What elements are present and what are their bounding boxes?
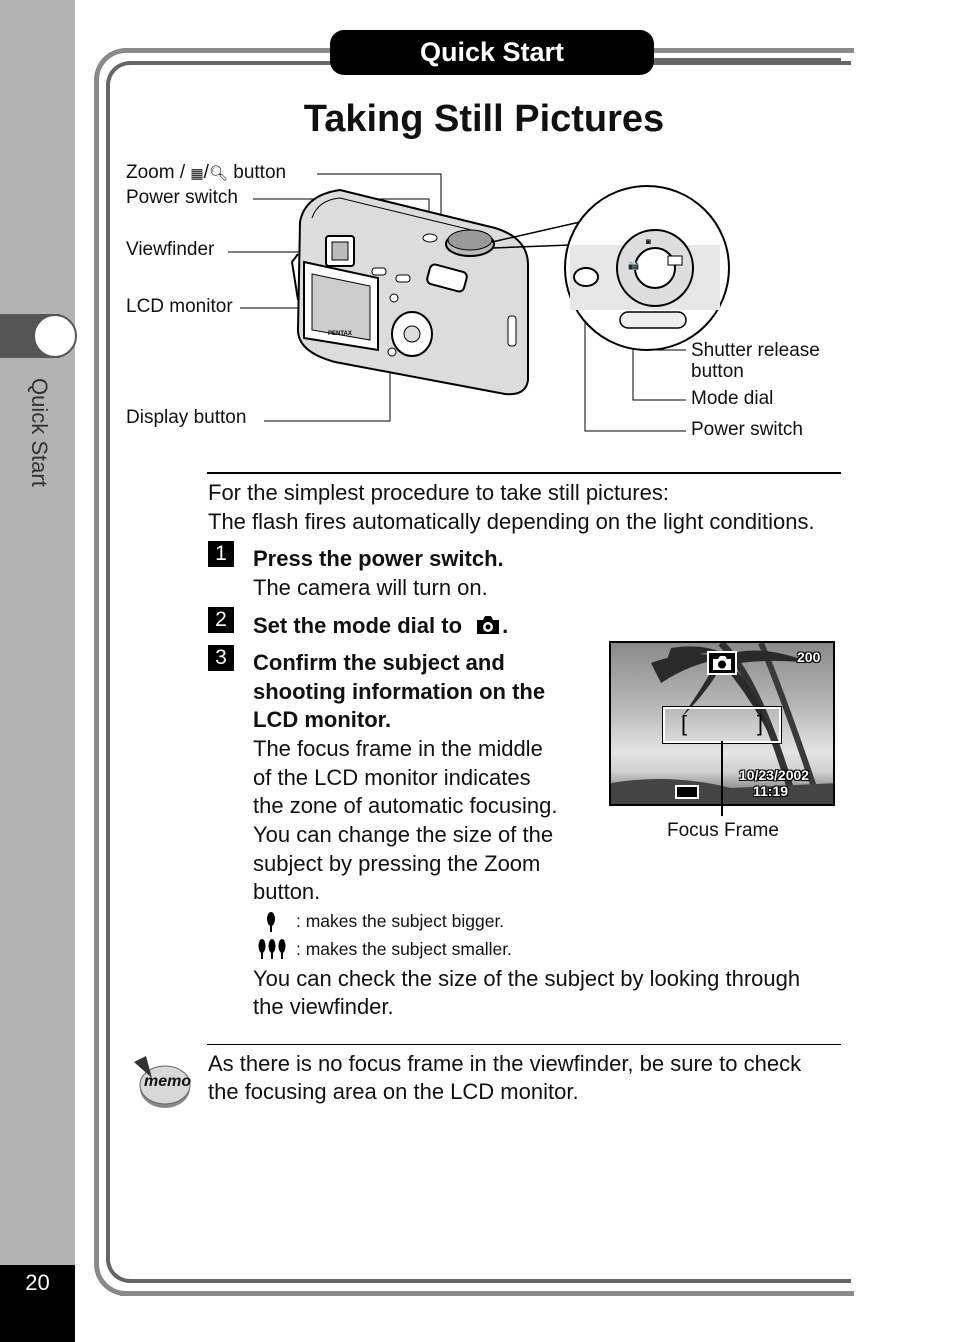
battery-icon [675, 785, 699, 799]
camera-illustration [292, 190, 528, 394]
zoom-note-tele: : makes the subject bigger. [296, 911, 505, 931]
step-2-line [253, 611, 508, 640]
step-3-title-2: shooting information on the [253, 679, 546, 704]
label-power-switch: Power switch [126, 187, 238, 208]
memo-label: memo [144, 1073, 192, 1090]
label-display-button: Display button [126, 407, 247, 428]
lcd-time: 11:19 [753, 783, 789, 799]
lcd-camera-icon [707, 651, 737, 675]
step-2-number: 2 [208, 607, 234, 633]
step-3-body-6: button. [253, 879, 321, 904]
side-section-label: Quick Start [27, 378, 52, 487]
label-power-switch-right: Power switch [691, 419, 803, 440]
focus-bracket-left: [ [681, 711, 688, 736]
page-title: Taking Still Pictures [303, 98, 665, 140]
camera-brand: PENTAX [328, 331, 352, 337]
section-divider [207, 472, 841, 474]
tele-icon [264, 911, 278, 933]
memo-divider [207, 1044, 841, 1045]
step-3-body-2: of the LCD monitor indicates [253, 765, 531, 790]
wide-icon [257, 938, 287, 960]
zoom-magnify-icon: 🔍︎ [208, 165, 228, 182]
zoom-label-prefix: Zoom / [126, 162, 186, 183]
lcd-shot-count: 200 [797, 649, 821, 665]
step-1-title: Press the power switch. [253, 546, 504, 571]
intro-line-1: For the simplest procedure to take still pictures: [208, 480, 669, 505]
frame-bottom-bar [120, 1291, 841, 1296]
memo-line-2: the focusing area on the LCD monitor. [208, 1079, 579, 1104]
label-lcd-monitor: LCD monitor [126, 296, 233, 317]
focus-frame [663, 707, 781, 743]
label-mode-dial: Mode dial [691, 388, 774, 409]
focus-frame-leader [721, 741, 723, 816]
label-shutter-release: Shutter release button [691, 340, 820, 382]
label-viewfinder: Viewfinder [126, 239, 215, 260]
step-1-body: The camera will turn on. [253, 575, 488, 600]
zoom-note-wide: : makes the subject smaller. [296, 939, 512, 959]
memo-badge [132, 1056, 194, 1110]
camera-mode-icon [474, 614, 502, 636]
zoom-label-suffix: button [233, 162, 287, 183]
svg-text:📷: 📷 [628, 260, 640, 270]
zoom-thumbnail-icon: ▦ [190, 165, 204, 181]
focus-frame-caption: Focus Frame [667, 820, 779, 841]
svg-text:◙: ◙ [646, 237, 651, 246]
step-3-body-1: The focus frame in the middle [253, 736, 543, 761]
intro-line-2: The flash fires automatically depending on the light conditions. [208, 509, 815, 534]
step-3-title-1: Confirm the subject and [253, 650, 505, 675]
page-number: 20 [25, 1270, 50, 1295]
memo-line-1: As there is no focus frame in the viewfinder, be sure to check [208, 1051, 802, 1076]
check-note-2: the viewfinder. [253, 994, 394, 1019]
step-1-number: 1 [208, 541, 234, 567]
check-note-1: You can check the size of the subject by looking through [253, 966, 801, 991]
step-3-body-4: You can change the size of the [253, 822, 554, 847]
focus-bracket-right: ] [756, 711, 763, 736]
step-3-body-5: subject by pressing the Zoom [253, 851, 541, 876]
camera-diagram [0, 0, 954, 460]
label-zoom-button: Zoom / ▦/🔍︎ button [126, 162, 287, 183]
lcd-date: 10/23/2002 [739, 767, 810, 783]
step-3-number: 3 [208, 645, 234, 671]
step-3-title-3: LCD monitor. [253, 707, 392, 732]
step-3-body-3: the zone of automatic focusing. [253, 793, 558, 818]
step-2-title-end: . [502, 613, 509, 638]
section-header: Quick Start [330, 30, 654, 75]
step-2-title: Set the mode dial to [253, 613, 463, 638]
